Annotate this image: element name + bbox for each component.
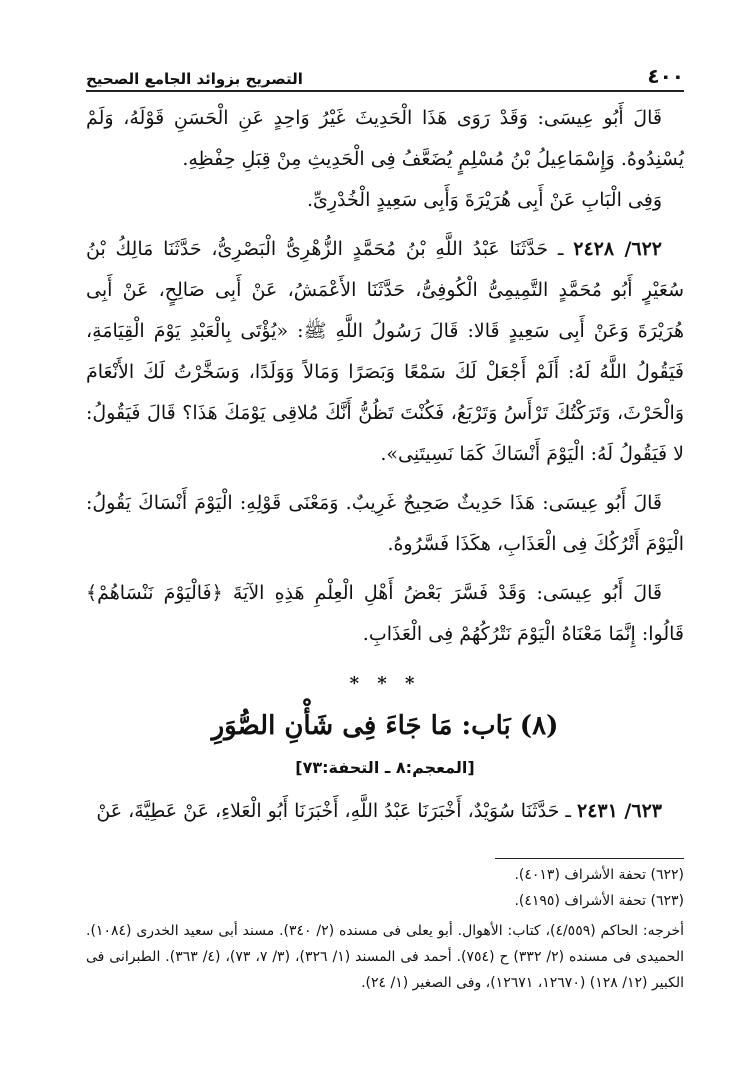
- hadith-623: [86, 791, 684, 832]
- footnote-623: (٦٢٣) تحفة الأشراف (٤١٩٥).: [514, 893, 684, 909]
- footnotes: [86, 862, 684, 996]
- header-divider: [86, 90, 684, 92]
- paragraph-abu-isa-2: قَالَ أَبُو عِيسَى: هَذَا حَدِيثٌ صَحِيحٌ غَرِيبٌ. وَمَعْنَى قَوْلِهِ: الْيَوْمَ أَنْسَاكَ يَقُولُ: الْيَوْمَ أَتْرُكُكَ فِى الْعَذَابِ، هكَذَا فَسَّرُوهُ.: [86, 492, 684, 555]
- footnote-divider: [495, 858, 684, 859]
- page-header: [86, 58, 684, 88]
- hadith-623-number: ٦٢٣/ ٢٤٣١: [576, 800, 662, 822]
- paragraph-abu-isa-3: قَالَ أَبُو عِيسَى: وَقَدْ فَسَّرَ بَعْضُ أَهْلِ الْعِلْمِ هَذِهِ الآيَةَ ﴿فَالْيَوْمَ نَنْسَاهُمْ﴾ قَالُوا: إِنَّمَا مَعْنَاهُ الْيَوْمَ نَتْرُكُهُمْ فِى الْعَذَابِ.: [86, 582, 684, 645]
- chapter-reference: [المعجم:٨ ـ التحفة:٧٣]: [295, 758, 475, 777]
- section-separator: * * *: [349, 673, 421, 694]
- running-title: التصريح بزوائد الجامع الصحيح: [86, 70, 303, 88]
- footnote-622: (٦٢٢) تحفة الأشراف (٤٠١٣).: [514, 867, 684, 883]
- page-number: ٤٠٠: [647, 64, 684, 88]
- paragraph-bab-references: وَفِى الْبَابِ عَنْ أَبِى هُرَيْرَةَ وَأَبِى سَعِيدٍ الْخُدْرِىِّ.: [306, 189, 662, 211]
- hadith-622-text: ـ حَدَّثَنَا عَبْدُ اللَّهِ بْنُ مُحَمَّدٍ الزُّهْرِىُّ الْبَصْرِىُّ، حَدَّثَنَا مَالِكُ بْنُ سُعَيْرٍ أَبُو مُحَمَّدٍ التَّمِيمِىُّ الْكُوفِىُّ، حَدَّثَنَا الأَعْمَشُ، عَنْ أَبِى صَالِحٍ، عَنْ أَبِى هُرَيْرَةَ وَعَنْ أَبِى سَعِيدٍ قَالا: قَالَ رَسُولُ اللَّهِ ﷺ: «يُؤْتَى بِالْعَبْدِ يَوْمَ الْقِيَامَةِ، فَيَقُولُ اللَّهُ لَهُ: أَلَمْ أَجْعَلْ لَكَ سَمْعًا وَبَصَرًا وَمَالاً وَوَلَدًا، وَسَخَّرْتُ لَكَ الأَنْعَامَ وَالْحَرْثَ، وَتَرَكْتُكَ تَرْأَسُ وَتَرْبَعُ، فَكُنْتَ تَظُنُّ أَنَّكَ مُلاقِى يَوْمَكَ هَذَا؟ قَالَ فَيَقُولُ: لا فَيَقُولُ لَهُ: الْيَوْمَ أَنْسَاكَ كَمَا نَسِيتَنِى».: [86, 238, 684, 465]
- chapter-heading: (٨) بَاب: مَا جَاءَ فِى شَأْنِ الصُّوَرِ: [211, 711, 559, 741]
- paragraph-abu-isa-1: قَالَ أَبُو عِيسَى: وَقَدْ رَوَى هَذَا الْحَدِيثَ غَيْرُ وَاحِدٍ عَنِ الْحَسَنِ قَوْلَهُ، وَلَمْ يُسْنِدُوهُ. وَإِسْمَاعِيلُ بْنُ مُسْلِمٍ يُضَعَّفُ فِى الْحَدِيثِ مِنْ قِبَلِ حِفْظِهِ.: [86, 107, 684, 170]
- footnote-takhrij: أخرجه: الحاكم (٤/٥٥٩)، كتاب: الأهوال. أبو يعلى فى مسنده (٢/ ٣٤٠). مسند أبى سعيد الخدرى (١٠٨٤). الحميدى فى مسنده (٢/ ٣٣٢) ح (٧٥٤). أحمد فى المسند (١/ ٣٢٦)، (٣/ ٧، ٧٣)، (٤/ ٣٦٣). الطبرانى فى الكبير (١٢/ ١٢٨) (١٢٦٧٠، ١٢٦٧١)، وفى الصغير (١/ ٢٤).: [86, 923, 685, 991]
- hadith-623-text: ـ حَدَّثَنَا سُوَيْدٌ، أَخْبَرَنَا عَبْدُ اللَّهِ، أَخْبَرَنَا أَبُو الْعَلاءِ، عَنْ عَطِيَّةَ، عَنْ: [96, 800, 571, 822]
- hadith-622-number: ٦٢٢/ ٢٤٢٨: [573, 238, 663, 260]
- main-text: [86, 98, 684, 832]
- hadith-622: [86, 229, 684, 475]
